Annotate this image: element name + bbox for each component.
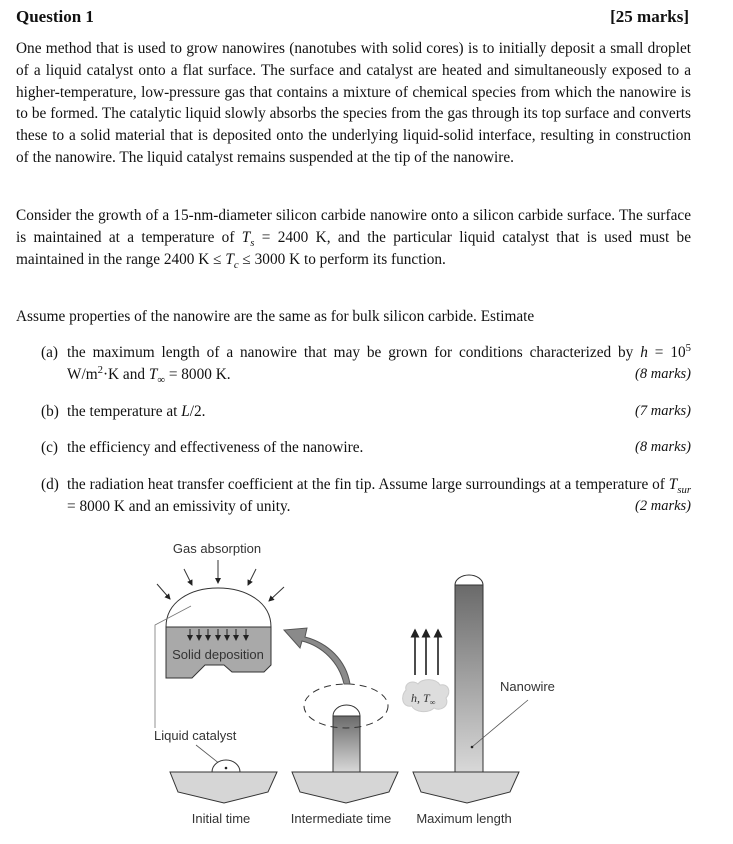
solid-deposition-label: Solid deposition: [172, 647, 264, 662]
part-d: (d) the radiation heat transfer coefficient at the fin tip. Assume large surroundings at a temperature of $T_{sur} = 8000$ K and an emissivity of unity. (2 marks): [41, 474, 691, 518]
part-a-marks: (8 marks): [635, 365, 691, 382]
cloud-label: h, $T_\infty$: [411, 691, 436, 707]
part-b-marks: (7 marks): [635, 403, 691, 419]
part-c-marks: (8 marks): [635, 439, 691, 455]
substrate-maximum: [413, 772, 519, 803]
initial-time-label: Initial time: [191, 811, 251, 826]
assume-paragraph: Assume properties of the nanowire are the same as for bulk silicon carbide. Estimate: [16, 308, 535, 325]
part-d-marks: (2 marks): [635, 497, 691, 514]
droplet: [212, 760, 240, 772]
convection-arrows: [415, 630, 438, 675]
liquid-catalyst-label: Liquid catalyst: [154, 728, 237, 743]
curved-arrow: [284, 628, 350, 684]
part-a: (a) the maximum length of a nanowire that may be grown for conditions characterized by $h = 10^5$ $W/m^2\cdot K$ and $T_\infty = 8000$ K. (8 marks): [41, 341, 691, 386]
maximum-length-label: Maximum length: [416, 811, 512, 826]
question-marks: [25 marks]: [610, 7, 689, 26]
nanowire-label: Nanowire: [500, 679, 555, 694]
wire-intermediate: [333, 716, 360, 772]
substrate-intermediate: [292, 772, 398, 803]
wire-maximum: [455, 585, 483, 772]
part-c: (c) the efficiency and effectiveness of the nanowire. (8 marks): [41, 437, 691, 459]
intro-paragraph: One method that is used to grow nanowires (nanotubes with solid cores) is to initially deposit a small droplet of a liquid catalyst onto a flat surface. The surface and catalyst are heated and simultaneously exposed to a higher-temperature, low-pressure gas that contains a mixture of chemical species from which the nanowire is to be formed. The catalytic liquid slowly absorbs the species from the gas through its top surface and converts these to a solid material that is deposited onto the underlying liquid-solid interface, resulting in construction of the nanowire. The liquid catalyst remains suspended at the tip of the nanowire.: [16, 40, 691, 166]
substrate-initial: [170, 772, 277, 803]
gas-absorption-label: Gas absorption: [172, 541, 262, 556]
question-title: Question 1: [16, 7, 94, 26]
intermediate-time-label: Intermediate time: [290, 811, 392, 826]
conditions-paragraph: Consider the growth of a 15-nm-diameter silicon carbide nanowire onto a silicon carbide surface. The surface is maintained at a temperature of $T_s = 2400$ K, and the particular liquid catalyst that is used must be maintained in the range 2400 $K \le T_c \le 3000$ K to perform its function.: [16, 207, 691, 271]
catalyst-dome: [166, 588, 271, 627]
part-b: (b) the temperature at L/2. (7 marks): [41, 401, 691, 423]
